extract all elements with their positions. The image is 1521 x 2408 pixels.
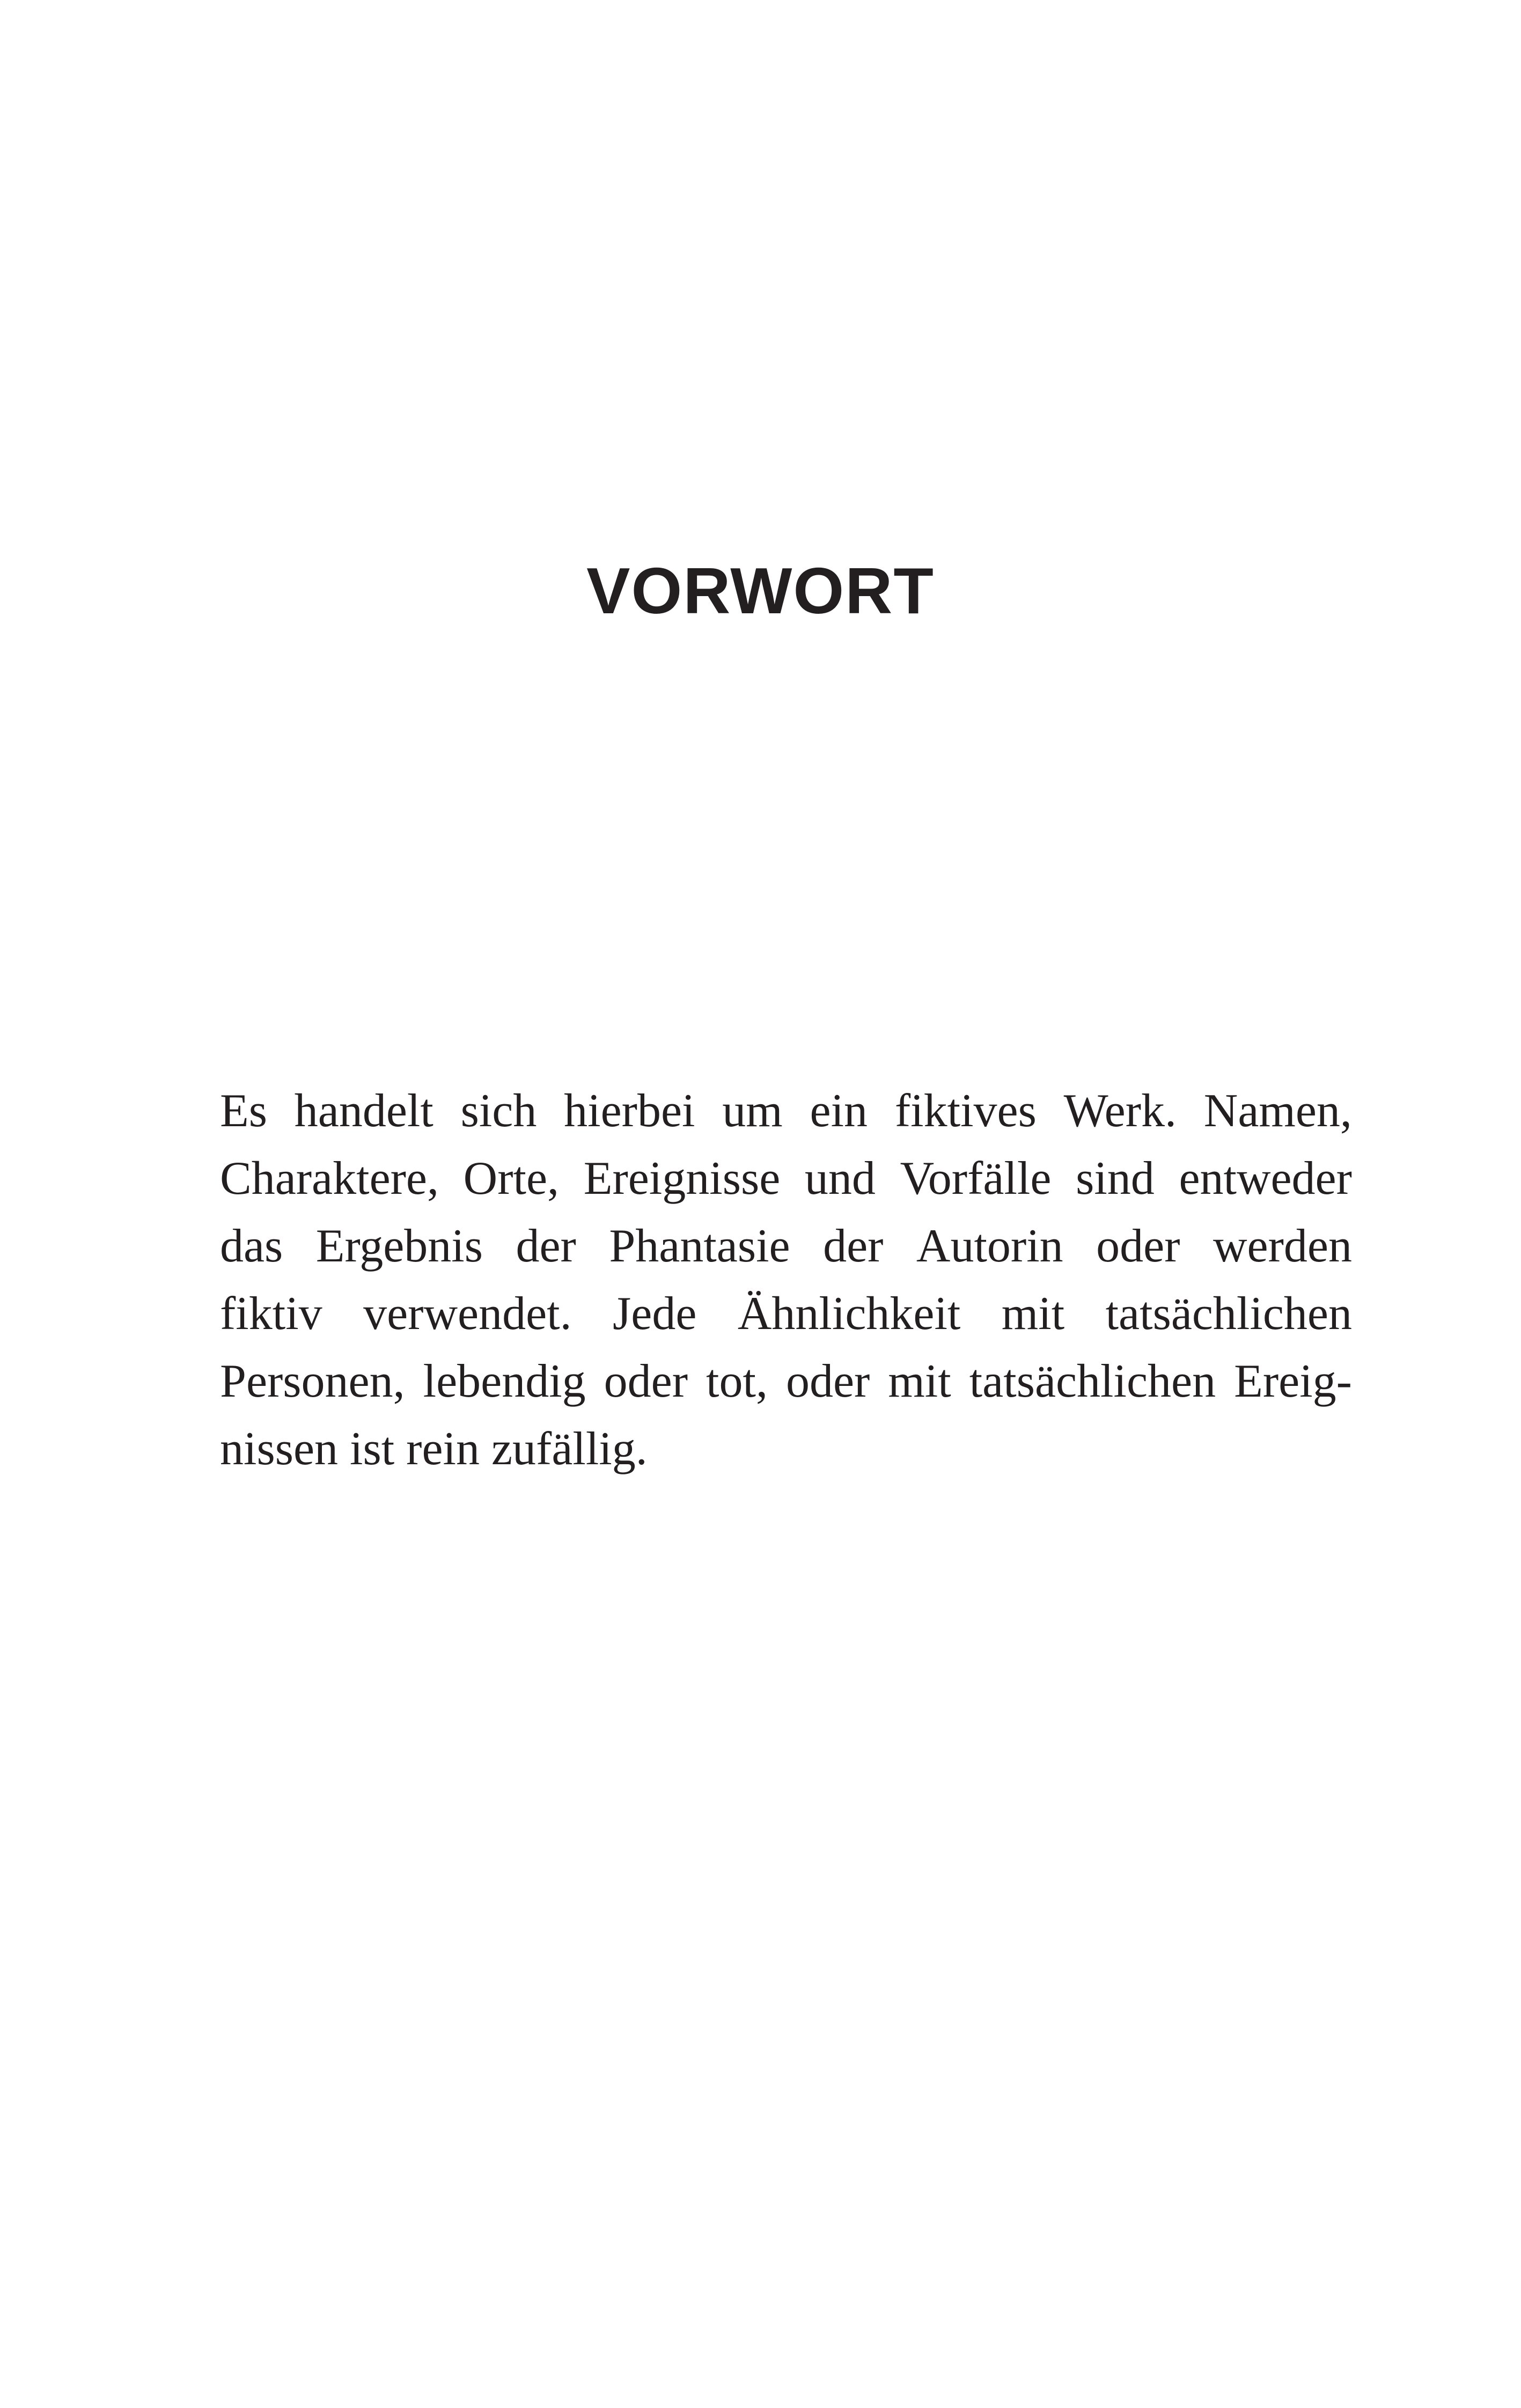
paragraph-word: mit [1001,1288,1065,1340]
paragraph-word: oder [604,1355,688,1407]
paragraph-word: werden [1213,1220,1352,1272]
paragraph-line [220,1077,1352,1145]
paragraph-word: tot, [706,1355,768,1407]
paragraph-word: ein [810,1085,868,1137]
paragraph-word: entweder [1179,1152,1352,1205]
paragraph-word: Phantasie [609,1220,790,1272]
paragraph-word: oder [1096,1220,1180,1272]
paragraph-word: tatsächlichen [969,1355,1216,1407]
paragraph-word: Orte, [463,1152,560,1205]
paragraph-word: tatsächlichen [1105,1288,1352,1340]
paragraph-word: lebendig [423,1355,586,1407]
paragraph-word: der [516,1220,576,1272]
paragraph-word: sind [1076,1152,1155,1205]
paragraph-word: das [220,1220,283,1272]
paragraph-word: hierbei [564,1085,695,1137]
paragraph-word: Ereig- [1234,1355,1352,1407]
paragraph-word: nissen ist rein zufällig. [220,1423,648,1475]
paragraph-word: oder [785,1355,870,1407]
paragraph-word: fiktiv [220,1288,322,1340]
paragraph-word: handelt [294,1085,433,1137]
paragraph-line [220,1213,1352,1280]
paragraph-word: mit [888,1355,951,1407]
paragraph-word: Namen, [1203,1085,1352,1137]
paragraph-word: Ähnlichkeit [737,1288,961,1340]
paragraph-word: Autorin [916,1220,1063,1272]
foreword-paragraph [220,1077,1352,1483]
paragraph-word: Ergebnis [315,1220,483,1272]
paragraph-word: und [804,1152,876,1205]
paragraph-word: Es [220,1085,267,1137]
paragraph-line [220,1145,1352,1213]
paragraph-word: um [722,1085,783,1137]
paragraph-line [220,1415,1352,1483]
paragraph-word: der [823,1220,884,1272]
paragraph-word: verwendet. [363,1288,572,1340]
paragraph-word: Jede [613,1288,697,1340]
paragraph-word: Charaktere, [220,1152,439,1205]
paragraph-word: sich [460,1085,537,1137]
paragraph-word: Ereignisse [583,1152,781,1205]
page-title: VORWORT [586,554,935,627]
paragraph-line [220,1280,1352,1348]
paragraph-word: fiktives [894,1085,1037,1137]
paragraph-line [220,1348,1352,1415]
paragraph-word: Personen, [220,1355,405,1407]
paragraph-word: Vorfälle [900,1152,1052,1205]
paragraph-word: Werk. [1063,1085,1177,1137]
